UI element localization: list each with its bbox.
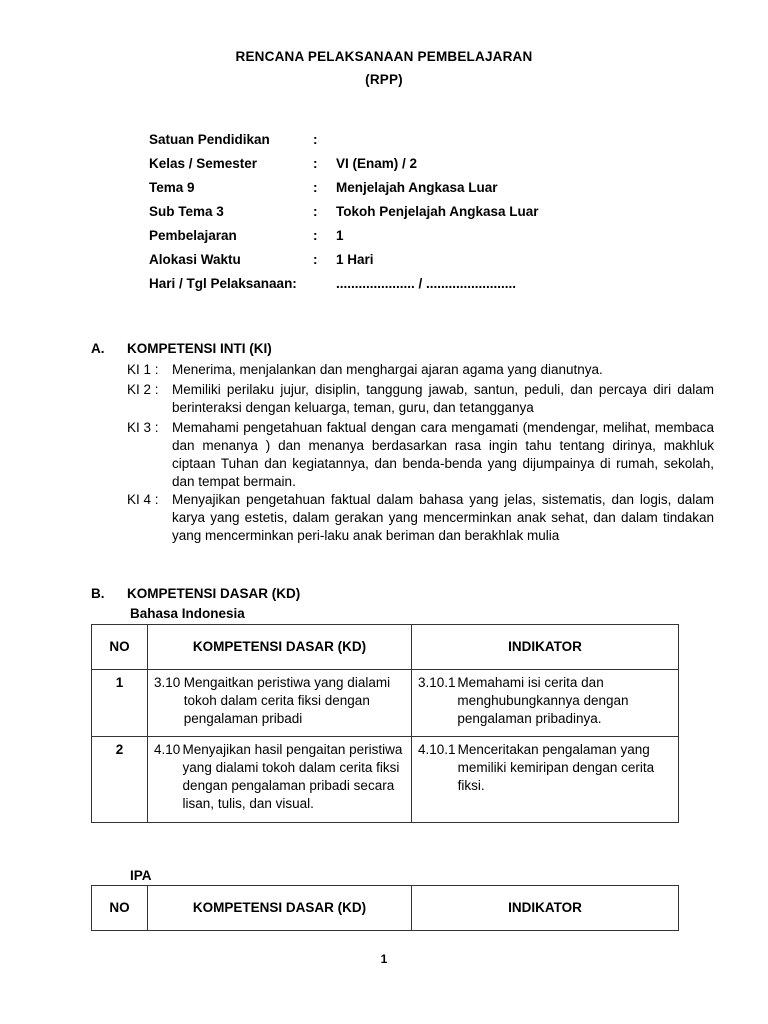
identity-colon: : (313, 252, 318, 267)
indikator-number: 3.10.1 (418, 675, 456, 690)
indikator-number: 4.10.1 (418, 742, 456, 757)
indikator-text: Memahami isi cerita dan menghubungkannya dengan pengalaman pribadinya. (457, 675, 629, 726)
ki-item (127, 361, 714, 379)
identity-label: Tema 9 (149, 180, 195, 195)
identity-colon: : (313, 180, 318, 195)
identity-label: Alokasi Waktu (149, 252, 241, 267)
identity-label: Pembelajaran (149, 228, 237, 243)
kd-table-ipa (91, 885, 679, 931)
identity-colon: : (313, 132, 318, 147)
page-number: 1 (380, 952, 388, 966)
identity-colon: : (313, 228, 318, 243)
kd-number: 3.10 (154, 675, 181, 690)
identity-label: Hari / Tgl Pelaksanaan: (149, 276, 297, 291)
section-b-letter: B. (91, 586, 105, 601)
identity-row-alokasi (149, 251, 709, 271)
row-number: 2 (92, 737, 148, 823)
indikator-cell (412, 737, 679, 823)
kd-cell (148, 737, 412, 823)
identity-row-satuan (149, 131, 709, 151)
identity-label: Sub Tema 3 (149, 204, 224, 219)
ki-code: KI 2 : (127, 382, 159, 397)
row-number: 1 (92, 670, 148, 737)
column-header-no: NO (92, 886, 148, 931)
identity-value: ..................... / ........................ (336, 276, 517, 291)
column-header-kd: KOMPETENSI DASAR (KD) (148, 886, 412, 931)
kd-text: Mengaitkan peristiwa yang dialami tokoh dalam cerita fiksi dengan pengalaman pribadi (183, 675, 391, 726)
identity-row-tema (149, 179, 709, 199)
document-title: RENCANA PELAKSANAAN PEMBELAJARAN (235, 49, 533, 64)
table-row (92, 737, 679, 823)
table-header-row (92, 886, 679, 931)
ki-item (127, 491, 714, 545)
ki-item (127, 419, 714, 491)
identity-label: Satuan Pendidikan (149, 132, 270, 147)
identity-value: Tokoh Penjelajah Angkasa Luar (336, 204, 539, 219)
identity-row-kelas (149, 155, 709, 175)
identity-value: VI (Enam) / 2 (336, 156, 418, 171)
identity-row-hari (149, 275, 709, 295)
kd-cell (148, 670, 412, 737)
section-a-letter: A. (91, 341, 105, 356)
column-header-indikator: INDIKATOR (412, 625, 679, 670)
ki-text: Menerima, menjalankan dan menghargai ajaran agama yang dianutnya. (172, 362, 603, 377)
subject-ipa: IPA (130, 868, 152, 883)
identity-colon: : (313, 156, 318, 171)
indikator-cell (412, 670, 679, 737)
identity-value: 1 Hari (336, 252, 374, 267)
section-a-title: KOMPETENSI INTI (KI) (127, 341, 272, 356)
ki-code: KI 4 : (127, 492, 159, 507)
ki-text: Memahami pengetahuan faktual dengan cara mengamati (mendengar, melihat, membaca dan menanya ) dan menanya berdasarkan rasa ingin tahu tentang dirinya, makhluk ciptaan Tuhan dan kegiatannya, dan benda-benda yang dijumpainya di rumah, sekolah, dan tempat bermain. (172, 420, 714, 489)
document-subtitle: (RPP) (365, 72, 403, 87)
section-b-title: KOMPETENSI DASAR (KD) (127, 586, 301, 601)
table-row (92, 670, 679, 737)
indikator-text: Menceritakan pengalaman yang memiliki kemiripan dengan cerita fiksi. (457, 742, 655, 793)
identity-row-pembelajaran (149, 227, 709, 247)
identity-value: 1 (336, 228, 344, 243)
kd-number: 4.10 (154, 742, 181, 757)
ki-code: KI 3 : (127, 420, 159, 435)
ki-code: KI 1 : (127, 362, 159, 377)
identity-value: Menjelajah Angkasa Luar (336, 180, 498, 195)
column-header-indikator: INDIKATOR (412, 886, 679, 931)
kd-text: Menyajikan hasil pengaitan peristiwa yang dialami tokoh dalam cerita fiksi dengan pengalaman pribadi secara lisan, tulis, dan visual. (182, 742, 403, 811)
identity-label: Kelas / Semester (149, 156, 258, 171)
table-header-row (92, 625, 679, 670)
ki-text: Memiliki perilaku jujur, disiplin, tanggung jawab, santun, peduli, dan percaya diri dalam berinteraksi dengan keluarga, teman, guru, dan tetangganya (172, 382, 714, 415)
ki-item (127, 381, 714, 417)
kd-table-bahasa-indonesia (91, 624, 679, 823)
subject-bahasa-indonesia: Bahasa Indonesia (130, 606, 245, 621)
identity-colon: : (313, 204, 318, 219)
column-header-kd: KOMPETENSI DASAR (KD) (148, 625, 412, 670)
ki-text: Menyajikan pengetahuan faktual dalam bahasa yang jelas, sistematis, dan logis, dalam karya yang estetis, dalam gerakan yang mencerminkan anak sehat, dan dalam tindakan yang mencerminkan peri-laku anak beriman dan berakhlak mulia (172, 492, 714, 543)
column-header-no: NO (92, 625, 148, 670)
identity-row-subtema (149, 203, 709, 223)
